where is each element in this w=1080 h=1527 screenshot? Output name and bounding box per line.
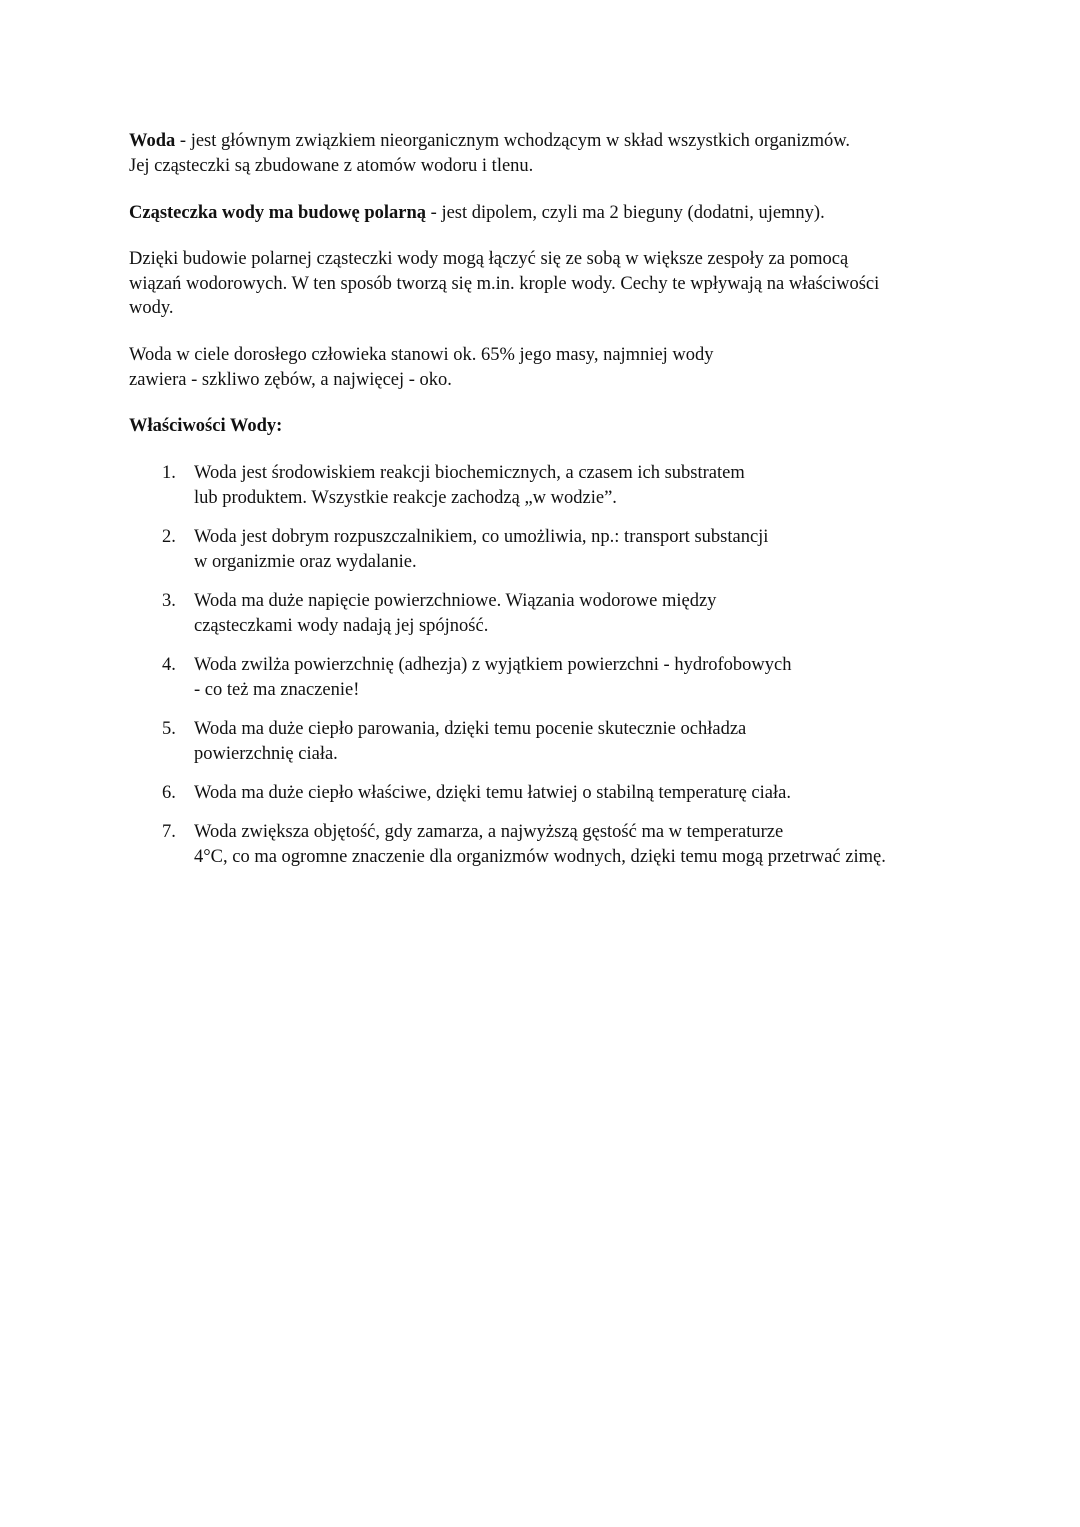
list-item-text	[194, 589, 716, 638]
body-water-paragraph: Woda w ciele dorosłego człowieka stanowi ok. 65% jego masy, najmniej wody zawiera - szkliwo zębów, a najwięcej - oko.	[129, 345, 714, 390]
list-item-line: Woda ma duże ciepło parowania, dzięki temu pocenie skutecznie ochładza	[194, 719, 747, 739]
intro-line-1: Woda - jest głównym związkiem nieorganicznym wchodzącym w skład wszystkich organizmów.	[129, 131, 851, 151]
list-item-line: 4°C, co ma ogromne znaczenie dla organizmów wodnych, dzięki temu mogą przetrwać zimę.	[194, 846, 886, 867]
list-item-number: 4.	[162, 655, 176, 675]
properties-heading: Właściwości Wody:	[129, 416, 283, 436]
intro-line-2: Jej cząsteczki są zbudowane z atomów wodoru i tlenu.	[129, 155, 534, 176]
term-woda: Woda	[129, 131, 176, 151]
list-item-text	[194, 461, 745, 510]
list-item-text	[194, 653, 791, 702]
polar-paragraph: Cząsteczka wody ma budowę polarną - jest dipolem, czyli ma 2 bieguny (dodatni, ujemny).	[129, 203, 825, 223]
list-item-number: 3.	[162, 591, 176, 611]
list-item-number: 5.	[162, 719, 176, 739]
list-item-line: Woda ma duże napięcie powierzchniowe. Wiązania wodorowe między	[194, 591, 717, 611]
list-item-text	[194, 820, 886, 869]
list-item-line: cząsteczkami wody nadają jej spójność.	[194, 615, 489, 636]
list-item-line: lub produktem. Wszystkie reakcje zachodzą „w wodzie”.	[194, 487, 617, 508]
intro-paragraph	[129, 129, 850, 178]
list-item-text	[194, 525, 768, 574]
list-item-line: powierzchnię ciała.	[194, 743, 338, 764]
list-item-number: 2.	[162, 527, 176, 547]
list-item-line: Woda jest dobrym rozpuszczalnikiem, co umożliwia, np.: transport substancji	[194, 527, 769, 547]
list-item-number: 7.	[162, 822, 176, 842]
list-item-line: w organizmie oraz wydalanie.	[194, 551, 417, 572]
list-item-line: Woda zwiększa objętość, gdy zamarza, a najwyższą gęstość ma w temperaturze	[194, 822, 784, 842]
list-item-number: 1.	[162, 463, 176, 483]
list-item-line: Woda jest środowiskiem reakcji biochemicznych, a czasem ich substratem	[194, 463, 745, 483]
bonds-paragraph: Dzięki budowie polarnej cząsteczki wody mogą łączyć się ze sobą w większe zespoły za pomocą wiązań wodorowych. W ten sposób tworzą się m.in. krople wody. Cechy te wpływają na właściwości wody.	[129, 249, 880, 319]
list-item-text	[194, 781, 791, 806]
list-item-number: 6.	[162, 783, 176, 803]
polar-bold: Cząsteczka wody ma budowę polarną	[129, 203, 427, 223]
list-item-line: - co też ma znaczenie!	[194, 679, 360, 700]
list-item-text	[194, 717, 746, 766]
list-item-line: Woda ma duże ciepło właściwe, dzięki temu łatwiej o stabilną temperaturę ciała.	[194, 783, 791, 803]
list-item-line: Woda zwilża powierzchnię (adhezja) z wyjątkiem powierzchni - hydrofobowych	[194, 655, 792, 675]
